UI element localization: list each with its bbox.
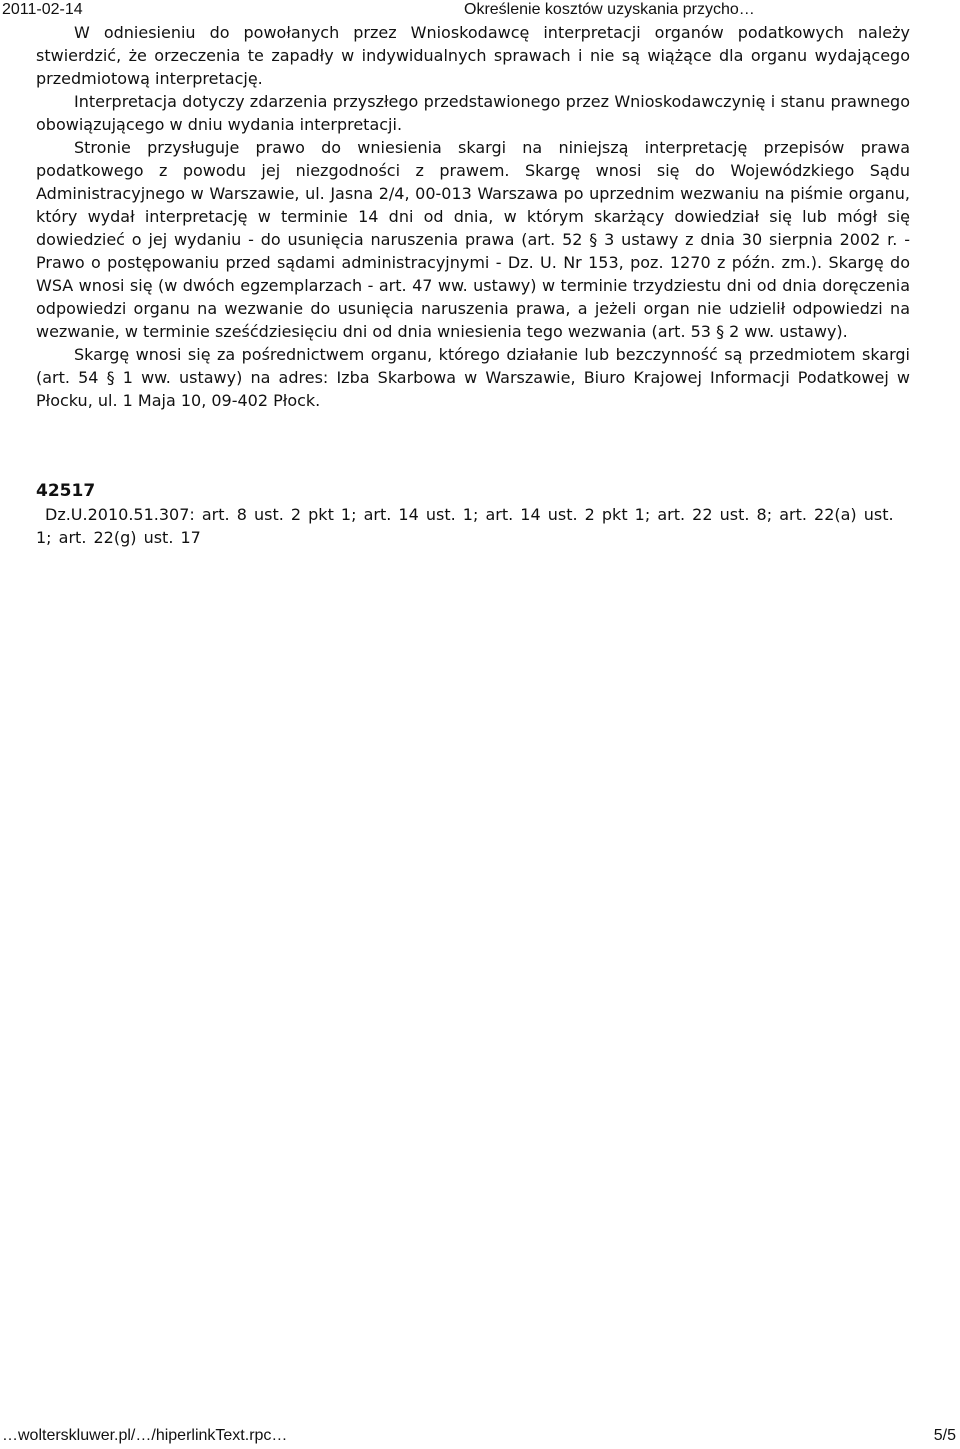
reference-citation: Dz.U.2010.51.307: art. 8 ust. 2 pkt 1; art. 14 ust. 1; art. 14 ust. 2 pkt 1; art. 22 ust. 8; art. 22(a) ust. 1; art. 22(g) ust. 17 — [36, 505, 894, 547]
print-date: 2011-02-14 — [2, 1, 83, 18]
paragraph-scope: Interpretacja dotyczy zdarzenia przyszłego przedstawionego przez Wnioskodawczynię i stanu prawnego obowiązującego w dniu wydania interpretacji. — [36, 92, 910, 134]
reference-id: 42517 — [36, 481, 96, 501]
page-number: 5/5 — [933, 1427, 956, 1444]
document-body — [36, 21, 910, 412]
print-url: …wolterskluwer.pl/…/hiperlinkText.rpc… — [2, 1427, 288, 1444]
print-document-title: Określenie kosztów uzyskania przycho… — [464, 1, 755, 18]
paragraph-appeal-address: Skargę wnosi się za pośrednictwem organu, którego działanie lub bezczynność są przedmiotem skargi (art. 54 § 1 ww. ustawy) na adres: Izba Skarbowa w Warszawie, Biuro Krajowej Informacji Podatkowej w Płocku, ul. 1 Maja 10, 09-402 Płock. — [36, 345, 910, 410]
legal-reference-block — [36, 480, 910, 549]
paragraph-appeal-rights: Stronie przysługuje prawo do wniesienia skargi na niniejszą interpretację przepisów prawa podatkowego z powodu jej niezgodności z prawem. Skargę wnosi się do Wojewódzkiego Sądu Administracyjnego w Warszawie, ul. Jasna 2/4, 00-013 Warszawa po uprzednim wezwaniu na piśmie organu, który wydał interpretację w terminie 14 dni od dnia, w którym skarżący dowiedział się lub mógł się dowiedzieć o jej wydaniu - do usunięcia naruszenia prawa (art. 52 § 3 ustawy z dnia 30 sierpnia 2002 r. - Prawo o postępowaniu przed sądami administracyjnymi - Dz. U. Nr 153, poz. 1270 z późn. zm.). Skargę do WSA wnosi się (w dwóch egzemplarzach - art. 47 ww. ustawy) w terminie trzydziestu dni od dnia doręczenia odpowiedzi organu na wezwanie do usunięcia naruszenia prawa, a jeżeli organ nie udzielił odpowiedzi na wezwanie, w terminie sześćdziesięciu dni od dnia wniesienia tego wezwania (art. 53 § 2 ww. ustawy). — [36, 138, 910, 341]
paragraph-precedents: W odniesieniu do powołanych przez Wnioskodawcę interpretacji organów podatkowych należy stwierdzić, że orzeczenia te zapadły w indywidualnych sprawach i nie są wiążące dla organu wydającego przedmiotową interpretację. — [36, 23, 910, 88]
print-header — [0, 0, 960, 22]
print-footer — [0, 1426, 960, 1448]
